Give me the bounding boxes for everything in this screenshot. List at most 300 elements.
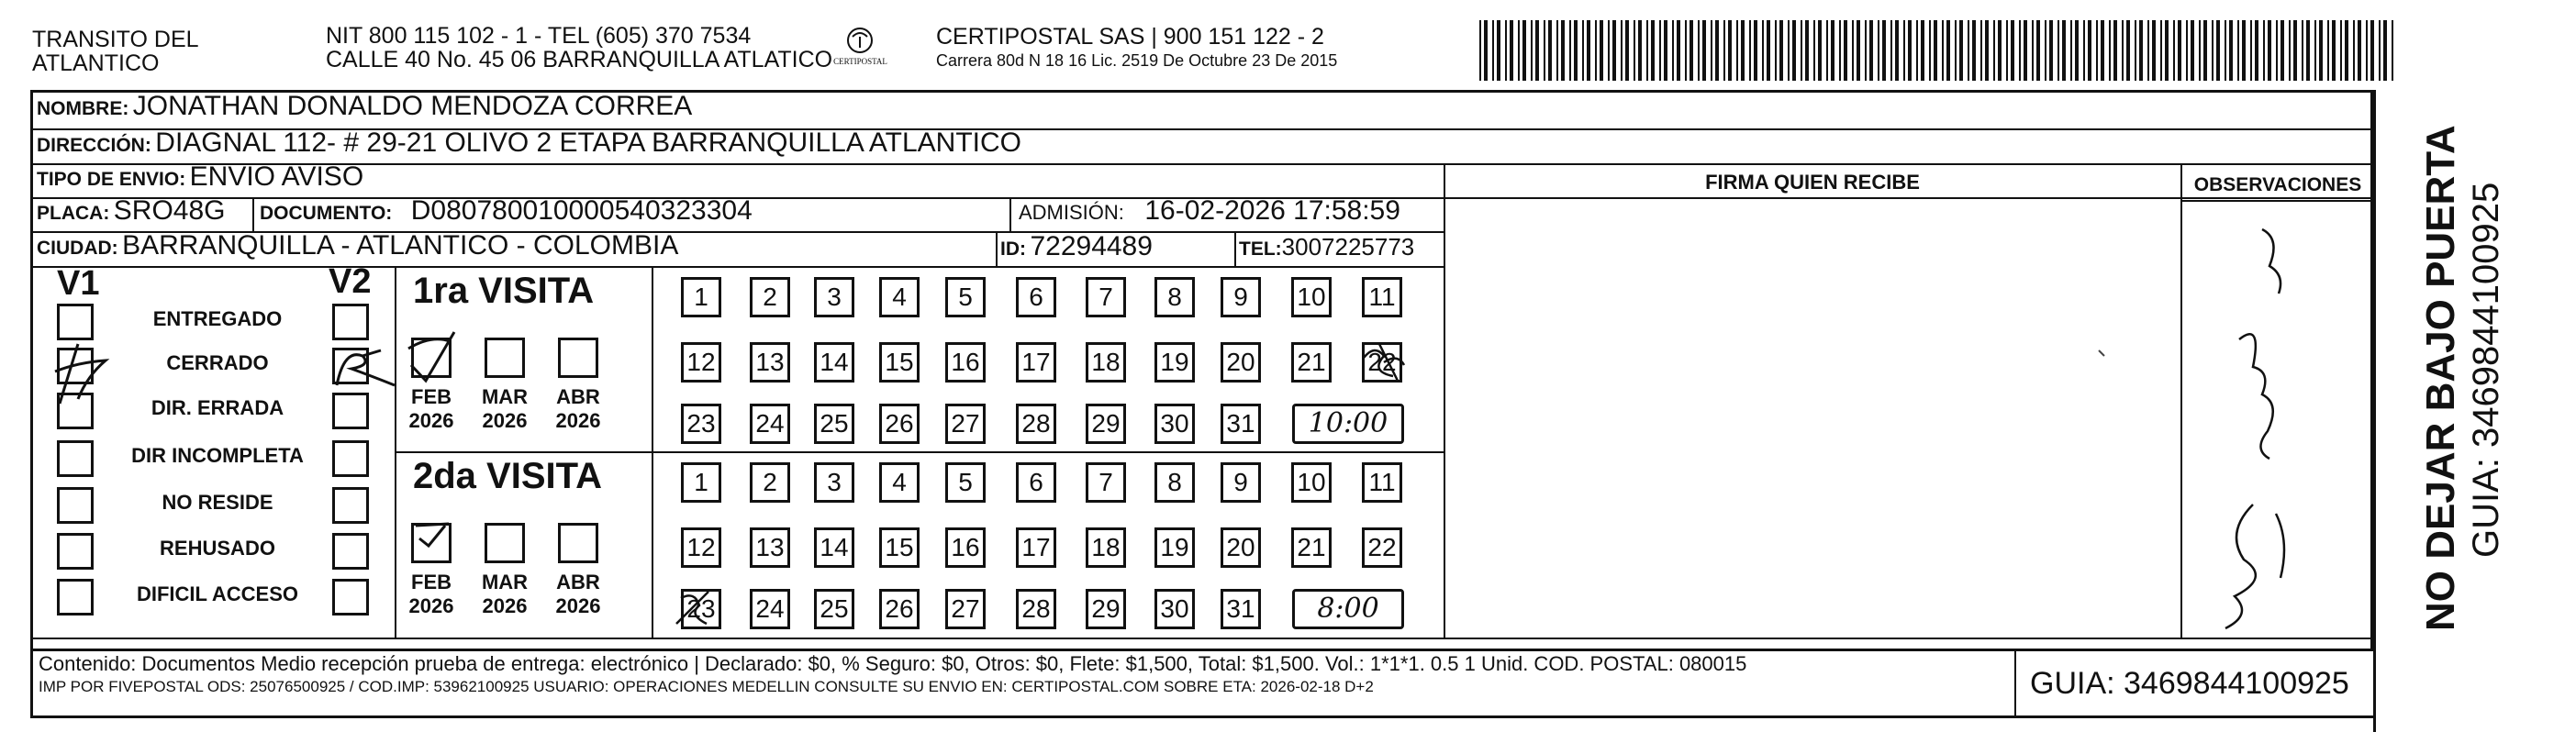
barcode-bar <box>1749 20 1751 81</box>
divider <box>2180 200 2373 202</box>
barcode-bar <box>2276 20 2278 81</box>
day-box[interactable]: 12 <box>681 342 721 383</box>
v2-checkbox[interactable] <box>332 304 369 340</box>
barcode-bar <box>2109 20 2111 81</box>
barcode-bar <box>1775 20 1777 81</box>
day-box[interactable]: 30 <box>1154 404 1195 444</box>
day-box[interactable]: 28 <box>1016 589 1056 629</box>
day-box[interactable]: 25 <box>814 589 854 629</box>
barcode-bar <box>1916 20 1918 81</box>
day-box[interactable]: 31 <box>1221 589 1261 629</box>
time-box[interactable] <box>1292 589 1404 629</box>
divider <box>1009 197 1011 231</box>
barcode-bar <box>2353 20 2355 81</box>
barcode-bar <box>2212 20 2214 81</box>
month-label <box>399 385 463 433</box>
barcode-bar <box>2263 20 2265 81</box>
barcode-bar <box>1762 20 1764 81</box>
barcode-bar <box>2126 20 2130 81</box>
day-box[interactable]: 13 <box>750 527 790 568</box>
day-box[interactable]: 7 <box>1086 277 1126 317</box>
day-box[interactable]: 27 <box>945 589 986 629</box>
tel-row <box>1239 233 1414 261</box>
barcode-bar <box>2006 20 2008 81</box>
day-box[interactable]: 26 <box>879 589 920 629</box>
barcode-bar <box>2113 20 2117 81</box>
firma-dot-icon <box>2097 349 2108 360</box>
barcode-bar <box>1479 20 1481 81</box>
barcode-bar <box>2229 20 2233 81</box>
barcode-bar <box>2147 20 2149 81</box>
barcode-bar <box>1921 20 1924 81</box>
nombre-row <box>37 91 692 122</box>
side-guia: GUIA: 3469844100925 <box>2466 182 2506 558</box>
nombre-value: JONATHAN DONALDO MENDOZA CORREA <box>132 91 693 121</box>
ciudad-value: BARRANQUILLA - ATLANTICO - COLOMBIA <box>122 230 679 261</box>
barcode-bar <box>2062 20 2066 81</box>
barcode-bar <box>2122 20 2124 81</box>
barcode-bar <box>2366 20 2368 81</box>
license-line: Carrera 80d N 18 16 Lic. 2519 De Octubre 23 De 2015 <box>936 51 1338 70</box>
barcode-bar <box>1638 20 1642 81</box>
barcode-bar <box>1865 20 1867 81</box>
barcode-bar <box>1792 20 1796 81</box>
day-box[interactable]: 17 <box>1016 342 1056 383</box>
day-box[interactable]: 3 <box>814 462 854 503</box>
month-name: FEB <box>411 385 452 408</box>
barcode-bar <box>2340 20 2342 81</box>
tipo-value: ENVIO AVISO <box>189 161 364 192</box>
divider <box>1444 163 1445 638</box>
day-box[interactable]: 27 <box>945 404 986 444</box>
barcode-bar <box>1677 20 1680 81</box>
day-box[interactable]: 1 <box>681 462 721 503</box>
month-name: MAR <box>481 571 529 593</box>
divider <box>30 163 2373 165</box>
firma-header: FIRMA QUIEN RECIBE <box>1705 171 1920 194</box>
day-box[interactable]: 20 <box>1221 527 1261 568</box>
day-box[interactable]: 17 <box>1016 527 1056 568</box>
day-box[interactable]: 5 <box>945 462 986 503</box>
barcode-bar <box>1895 20 1899 81</box>
v2-label: V2 <box>329 262 372 301</box>
day-box[interactable]: 26 <box>879 404 920 444</box>
barcode-bar <box>1728 20 1732 81</box>
handwritten-time: 10:00 <box>1308 407 1388 439</box>
day-box[interactable]: 8 <box>1154 462 1195 503</box>
org-contact <box>326 24 832 72</box>
barcode-bar <box>2019 20 2021 81</box>
day-box[interactable]: 6 <box>1016 462 1056 503</box>
barcode-bar <box>1497 20 1500 81</box>
month-name: ABR <box>556 385 600 408</box>
nombre-label: NOMBRE: <box>37 98 129 119</box>
day-box[interactable]: 2 <box>750 462 790 503</box>
tipo-row <box>37 161 363 193</box>
barcode-bar <box>2024 20 2027 81</box>
day-box[interactable]: 24 <box>750 589 790 629</box>
day-22-scribble-icon <box>1356 339 1411 385</box>
barcode-bar <box>2135 20 2136 81</box>
day-box[interactable]: 5 <box>945 277 986 317</box>
direccion-label: DIRECCIÓN: <box>37 135 151 156</box>
barcode-bar <box>1492 20 1494 81</box>
barcode-bar <box>2160 20 2162 81</box>
day-box[interactable]: 18 <box>1086 342 1126 383</box>
day-box[interactable]: 4 <box>879 277 920 317</box>
barcode-bar <box>2173 20 2175 81</box>
barcode-bar <box>1505 20 1507 81</box>
month-name: ABR <box>556 571 600 593</box>
day-box[interactable]: 16 <box>945 527 986 568</box>
barcode-bar <box>2088 20 2091 81</box>
day-box[interactable]: 15 <box>879 342 920 383</box>
barcode-bar <box>2293 20 2297 81</box>
placa-value: SRO48G <box>113 195 226 226</box>
barcode-bar <box>1736 20 1738 81</box>
barcode-bar <box>1582 20 1584 81</box>
day-box[interactable]: 7 <box>1086 462 1126 503</box>
barcode-bar <box>1711 20 1712 81</box>
documento-label: DOCUMENTO: <box>260 203 393 224</box>
barcode-bar <box>1813 20 1815 81</box>
day-box[interactable]: 10 <box>1291 277 1332 317</box>
day-box[interactable]: 9 <box>1221 277 1261 317</box>
month-checkbox[interactable] <box>558 523 598 563</box>
barcode-bar <box>2314 20 2316 81</box>
barcode-bar <box>1535 20 1539 81</box>
day-box[interactable]: 14 <box>814 527 854 568</box>
barcode-bar <box>2057 20 2059 81</box>
day-box[interactable]: 11 <box>1362 462 1402 503</box>
ciudad-label: CIUDAD: <box>37 238 118 259</box>
month-year: 2026 <box>408 594 454 617</box>
visit-title: 2da VISITA <box>413 456 602 496</box>
certipostal-logo <box>821 26 899 72</box>
barcode-bar <box>1882 20 1886 81</box>
day-box[interactable]: 9 <box>1221 462 1261 503</box>
barcode-bar <box>1869 20 1873 81</box>
time-box[interactable] <box>1292 404 1404 444</box>
barcode-bar <box>1946 20 1950 81</box>
barcode-bar <box>1634 20 1635 81</box>
barcode-bar <box>2358 20 2361 81</box>
barcode-bar <box>2280 20 2284 81</box>
day-box[interactable]: 10 <box>1291 462 1332 503</box>
month-label <box>399 571 463 618</box>
divider <box>30 638 2373 639</box>
id-row <box>1000 231 1153 262</box>
tel-label: TEL: <box>1239 238 1282 260</box>
barcode-bar <box>2191 20 2194 81</box>
v1-label: V1 <box>57 264 100 303</box>
barcode-bar <box>1612 20 1616 81</box>
month-checkbox[interactable] <box>558 338 598 378</box>
status-label: DIFICIL ACCESO <box>136 582 298 605</box>
barcode-bar <box>2327 20 2329 81</box>
status-label: DIR INCOMPLETA <box>131 444 304 467</box>
barcode-bar <box>1621 20 1623 81</box>
barcode-bar <box>1664 20 1667 81</box>
barcode-bar <box>2083 20 2085 81</box>
barcode-bar <box>1788 20 1790 81</box>
direccion-value: DIAGNAL 112- # 29-21 OLIVO 2 ETAPA BARRANQUILLA ATLANTICO <box>155 128 1021 158</box>
divider <box>30 266 1444 268</box>
footer-imp: IMP POR FIVEPOSTAL ODS: 25076500925 / COD.IMP: 53962100925 USUARIO: OPERACIONES MEDELLIN CONSULTE SU ENVIO EN: CERTIPOSTAL.COM SOBRE ETA: 2026-02-18 D+2 <box>39 678 1374 695</box>
side-no-dejar: NO DEJAR BAJO PUERTA <box>2418 125 2463 631</box>
divider <box>2373 90 2376 732</box>
divider <box>252 197 254 231</box>
barcode-bar <box>2242 20 2246 81</box>
divider <box>2014 651 2016 715</box>
handwritten-time: 8:00 <box>1317 593 1379 625</box>
barcode-bar <box>1484 20 1488 81</box>
barcode-bar <box>1831 20 1834 81</box>
month-year: 2026 <box>482 409 528 432</box>
barcode-bar <box>2370 20 2374 81</box>
day-box[interactable]: 30 <box>1154 589 1195 629</box>
day-box[interactable]: 4 <box>879 462 920 503</box>
footer-guia: GUIA: 3469844100925 <box>2030 666 2349 701</box>
documento-row <box>260 195 753 227</box>
barcode-bar <box>1595 20 1597 81</box>
day-box[interactable]: 29 <box>1086 404 1126 444</box>
barcode-bar <box>1852 20 1854 81</box>
v1-checkbox[interactable] <box>57 579 94 616</box>
divider <box>30 715 2373 718</box>
logo-text: CERTIPOSTAL <box>833 57 887 66</box>
barcode-bar <box>1857 20 1860 81</box>
divider <box>652 266 653 638</box>
observaciones-header: OBSERVACIONES <box>2193 174 2362 195</box>
barcode-bar <box>1587 20 1590 81</box>
barcode-bar <box>2096 20 2098 81</box>
barcode-bar <box>1903 20 1905 81</box>
barcode-bar <box>1741 20 1745 81</box>
barcode-bar <box>2379 20 2381 81</box>
barcode-bar <box>2101 20 2104 81</box>
barcode-bar <box>1561 20 1565 81</box>
day-box[interactable]: 28 <box>1016 404 1056 444</box>
month-checkbox[interactable] <box>485 338 525 378</box>
tipo-label: TIPO DE ENVIO: <box>37 169 186 190</box>
day-box[interactable]: 12 <box>681 527 721 568</box>
month-year: 2026 <box>555 594 601 617</box>
barcode-bar <box>2045 20 2046 81</box>
barcode-bar <box>2152 20 2156 81</box>
admision-label: ADMISIÓN: <box>1019 201 1124 224</box>
barcode-bar <box>1818 20 1822 81</box>
barcode-bar <box>1518 20 1520 81</box>
day-box[interactable]: 21 <box>1291 527 1332 568</box>
barcode-bar <box>1890 20 1892 81</box>
barcode-bar <box>1839 20 1841 81</box>
barcode-bar <box>2216 20 2220 81</box>
signature-scribble-icon <box>2198 211 2354 633</box>
barcode-bar <box>2178 20 2181 81</box>
barcode-bar <box>1556 20 1558 81</box>
barcode-bar <box>1574 20 1578 81</box>
barcode-bar <box>1998 20 2002 81</box>
month-checkbox[interactable] <box>485 523 525 563</box>
day-box[interactable]: 18 <box>1086 527 1126 568</box>
barcode-bar <box>2306 20 2310 81</box>
barcode-bar <box>1878 20 1879 81</box>
org-name <box>32 28 199 75</box>
barcode-bar <box>1702 20 1706 81</box>
status-label: REHUSADO <box>160 537 275 560</box>
admision-value: 16-02-2026 17:58:59 <box>1144 195 1400 226</box>
barcode-bar <box>1608 20 1610 81</box>
barcode-bar <box>1646 20 1648 81</box>
v2-checkbox[interactable] <box>332 533 369 570</box>
barcode-bar <box>2049 20 2053 81</box>
barcode-bar <box>2203 20 2207 81</box>
day-box[interactable]: 20 <box>1221 342 1261 383</box>
v1-checkbox[interactable] <box>57 487 94 524</box>
barcode-bar <box>1826 20 1828 81</box>
barcode-bar <box>1980 20 1982 81</box>
v2-checkmark-icon <box>326 339 399 394</box>
status-label: ENTREGADO <box>152 307 283 330</box>
status-label: CERRADO <box>166 351 269 374</box>
barcode-bar <box>2225 20 2226 81</box>
day-box[interactable]: 23 <box>681 404 721 444</box>
barcode-bar <box>1985 20 1989 81</box>
company-line: CERTIPOSTAL SAS | 900 151 122 - 2 <box>936 24 1324 50</box>
month-name: MAR <box>481 385 529 408</box>
day-box[interactable]: 23 <box>681 589 721 629</box>
barcode-bar <box>1972 20 1976 81</box>
day-box[interactable]: 8 <box>1154 277 1195 317</box>
month-label <box>473 385 537 433</box>
barcode-bar <box>1689 20 1693 81</box>
barcode-bar <box>1779 20 1783 81</box>
status-label: NO RESIDE <box>162 491 273 514</box>
day-box[interactable]: 1 <box>681 277 721 317</box>
v1-checkmark-icon <box>50 335 124 408</box>
barcode-bar <box>2383 20 2387 81</box>
day-box[interactable]: 29 <box>1086 589 1126 629</box>
barcode-bar <box>1942 20 1944 81</box>
barcode-bar <box>1544 20 1545 81</box>
v2-checkbox[interactable] <box>332 579 369 616</box>
day-box[interactable]: 21 <box>1291 342 1332 383</box>
footer-contenido: Contenido: Documentos Medio recepción prueba de entrega: electrónico | Declarado: $0, % Seguro: $0, Otros: $0, Flete: $1,500, Total: $1,500. Vol.: 1*1*1. 0.5 1 Unid. COD. POSTAL: 080015 <box>39 652 1747 675</box>
day-box[interactable]: 14 <box>814 342 854 383</box>
documento-value: D080780010000540323304 <box>410 195 753 226</box>
day-23-scribble-icon <box>672 587 718 633</box>
day-box[interactable]: 13 <box>750 342 790 383</box>
admision-row <box>1019 195 1400 227</box>
placa-label: PLACA: <box>37 203 110 224</box>
day-box[interactable]: 31 <box>1221 404 1261 444</box>
barcode-bar <box>1522 20 1526 81</box>
org-name-line2: ATLANTICO <box>32 50 160 76</box>
barcode-bar <box>1569 20 1571 81</box>
barcode-bar <box>1625 20 1629 81</box>
day-box[interactable]: 22 <box>1362 342 1402 383</box>
day-box[interactable]: 11 <box>1362 277 1402 317</box>
id-value: 72294489 <box>1030 231 1153 261</box>
barcode-bar <box>1844 20 1847 81</box>
day-box[interactable]: 6 <box>1016 277 1056 317</box>
day-box[interactable]: 3 <box>814 277 854 317</box>
barcode-bar <box>2392 20 2393 81</box>
barcode-bar <box>1510 20 1513 81</box>
divider <box>30 638 33 715</box>
barcode-bar <box>2165 20 2169 81</box>
barcode-bar <box>1993 20 1995 81</box>
barcode-bar <box>2345 20 2348 81</box>
barcode-bar <box>2139 20 2143 81</box>
barcode-bar <box>1651 20 1655 81</box>
org-name-line1: TRANSITO DEL <box>32 27 199 52</box>
v2-checkbox[interactable] <box>332 487 369 524</box>
barcode-bar <box>1767 20 1770 81</box>
barcode-bar <box>1723 20 1725 81</box>
barcode-bar <box>2319 20 2323 81</box>
barcode-bar <box>1600 20 1603 81</box>
v1-checkbox[interactable] <box>57 533 94 570</box>
day-box[interactable]: 22 <box>1362 527 1402 568</box>
barcode-bar <box>1548 20 1552 81</box>
month-year: 2026 <box>482 594 528 617</box>
barcode-icon <box>1479 20 2397 81</box>
barcode-bar <box>1959 20 1963 81</box>
visit-title: 1ra VISITA <box>413 271 595 311</box>
barcode-bar <box>2332 20 2336 81</box>
day-box[interactable]: 15 <box>879 527 920 568</box>
day-box[interactable]: 16 <box>945 342 986 383</box>
feb-visit2-mark-icon <box>408 518 463 555</box>
id-label: ID: <box>1000 238 1026 260</box>
nit-line: NIT 800 115 102 - 1 - TEL (605) 370 7534 <box>326 23 752 49</box>
v2-checkbox[interactable] <box>332 440 369 477</box>
company-info <box>936 24 1337 72</box>
barcode-bar <box>2075 20 2079 81</box>
placa-row <box>37 195 226 227</box>
barcode-bar <box>1968 20 1969 81</box>
barcode-bar <box>2199 20 2201 81</box>
status-label: DIR. ERRADA <box>151 396 284 419</box>
barcode-bar <box>1754 20 1757 81</box>
barcode-bar <box>2268 20 2271 81</box>
barcode-bar <box>1908 20 1912 81</box>
month-name: FEB <box>411 571 452 593</box>
divider <box>996 231 998 266</box>
day-box[interactable]: 2 <box>750 277 790 317</box>
month-label <box>546 385 610 433</box>
day-box[interactable]: 19 <box>1154 527 1195 568</box>
day-box[interactable]: 19 <box>1154 342 1195 383</box>
barcode-bar <box>1934 20 1937 81</box>
barcode-bar <box>1805 20 1809 81</box>
barcode-bar <box>1715 20 1719 81</box>
barcode-bar <box>2036 20 2040 81</box>
barcode-bar <box>2255 20 2258 81</box>
divider <box>2180 163 2182 638</box>
barcode-bar <box>1801 20 1802 81</box>
day-box[interactable]: 25 <box>814 404 854 444</box>
barcode-bar <box>2302 20 2303 81</box>
barcode-bar <box>2237 20 2239 81</box>
day-box[interactable]: 24 <box>750 404 790 444</box>
v2-checkbox[interactable] <box>332 393 369 429</box>
direccion-row <box>37 128 1021 159</box>
barcode-bar <box>1672 20 1674 81</box>
v1-checkbox[interactable] <box>57 440 94 477</box>
